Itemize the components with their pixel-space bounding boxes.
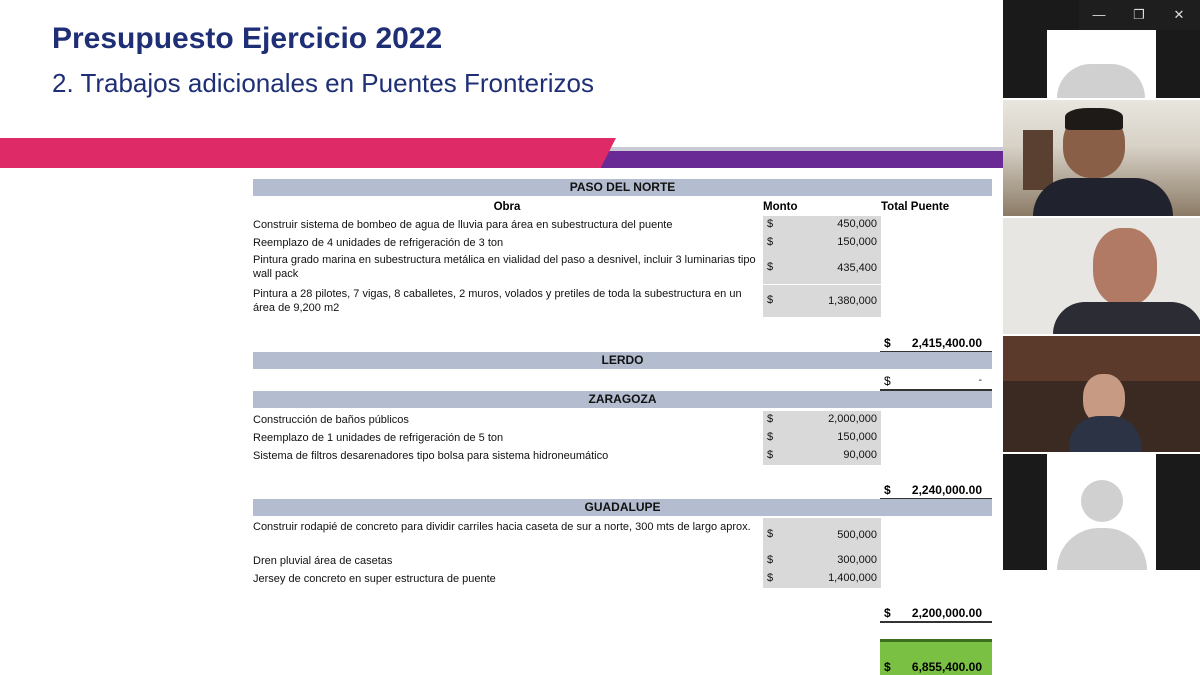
table-row (253, 285, 992, 317)
row-description: Sistema de filtros desarenadores tipo bolsa para sistema hidroneumático (253, 450, 609, 462)
row-amount: 2,000,000 (828, 413, 877, 425)
row-amount: 1,400,000 (828, 572, 877, 584)
close-icon[interactable]: ✕ (1173, 7, 1185, 22)
row-amount: 300,000 (837, 554, 877, 566)
participant-video-4[interactable] (1003, 336, 1200, 452)
section-header-lerdo: LERDO (253, 352, 992, 369)
section-total-lerdo: $ - (880, 373, 992, 391)
table-row (253, 429, 992, 447)
currency-symbol: $ (767, 218, 774, 230)
row-description: Reemplazo de 1 unidades de refrigeración de 5 ton (253, 432, 504, 444)
row-description: Construcción de baños públicos (253, 414, 409, 426)
section-header-zaragoza: ZARAGOZA (253, 391, 992, 408)
currency-symbol: $ (767, 528, 774, 540)
row-description: Jersey de concreto en super estructura de puente (253, 573, 496, 585)
row-description: Pintura grado marina en subestructura metálica en vialidad del paso a desnivel, incluir 3 luminarias tipo wall pack (253, 254, 756, 280)
decorative-band-purple (600, 151, 1003, 168)
section-total-guadalupe: $ 2,200,000.00 (880, 605, 992, 623)
row-description: Construir rodapié de concreto para dividir carriles hacia caseta de sur a norte, 300 mts de largo aprox. (253, 521, 751, 533)
row-amount: 435,400 (837, 262, 877, 274)
participant-video-2[interactable] (1003, 100, 1200, 216)
currency-symbol: $ (767, 431, 774, 443)
window-titlebar (1079, 0, 1200, 30)
row-description: Dren pluvial área de casetas (253, 555, 393, 567)
participant-tile-5[interactable] (1003, 454, 1200, 570)
row-amount: 150,000 (837, 236, 877, 248)
table-row (253, 447, 992, 465)
table-row (253, 552, 992, 570)
table-row (253, 216, 992, 234)
table-row (253, 252, 992, 284)
section-header-guadalupe: GUADALUPE (253, 499, 992, 516)
section-total-zaragoza: $ 2,240,000.00 (880, 482, 992, 500)
participant-video-3[interactable] (1003, 218, 1200, 334)
table-row (253, 518, 992, 552)
currency-symbol: $ (767, 572, 774, 584)
minimize-icon[interactable]: — (1092, 7, 1106, 22)
panel-background (1003, 570, 1200, 675)
decorative-band-pink (0, 138, 616, 168)
row-amount: 500,000 (837, 529, 877, 541)
row-amount: 1,380,000 (828, 295, 877, 307)
column-header-total: Total Puente (881, 201, 950, 213)
user-avatar-icon (1081, 480, 1123, 522)
row-amount: 150,000 (837, 431, 877, 443)
participant-tile-1[interactable] (1003, 30, 1200, 98)
section-total-paso-del-norte: $ 2,415,400.00 (880, 335, 992, 353)
currency-symbol: $ (767, 449, 774, 461)
table-row (253, 570, 992, 588)
restore-icon[interactable]: ❐ (1133, 7, 1145, 22)
currency-symbol: $ (767, 261, 774, 273)
column-header-monto: Monto (763, 201, 798, 213)
section-header-paso-del-norte: PASO DEL NORTE (253, 179, 992, 196)
row-description: Construir sistema de bombeo de agua de lluvia para área en subestructura del puente (253, 219, 673, 231)
slide-subtitle: 2. Trabajos adicionales en Puentes Fronterizos (52, 68, 594, 98)
row-amount: 90,000 (843, 449, 877, 461)
slide-title: Presupuesto Ejercicio 2022 (52, 22, 443, 55)
table-row (253, 411, 992, 429)
currency-symbol: $ (767, 236, 774, 248)
row-description: Reemplazo de 4 unidades de refrigeración de 3 ton (253, 237, 504, 249)
currency-symbol: $ (767, 554, 774, 566)
currency-symbol: $ (767, 413, 774, 425)
row-amount: 450,000 (837, 218, 877, 230)
panel-background (1003, 0, 1079, 30)
table-row (253, 234, 992, 252)
column-header-obra: Obra (493, 201, 521, 213)
currency-symbol: $ (767, 294, 774, 306)
grand-total: $ 6,855,400.00 (880, 639, 992, 675)
row-description: Pintura a 28 pilotes, 7 vigas, 8 caballetes, 2 muros, volados y pretiles de toda la subestructura en un área de 9,200 m2 (253, 288, 742, 314)
